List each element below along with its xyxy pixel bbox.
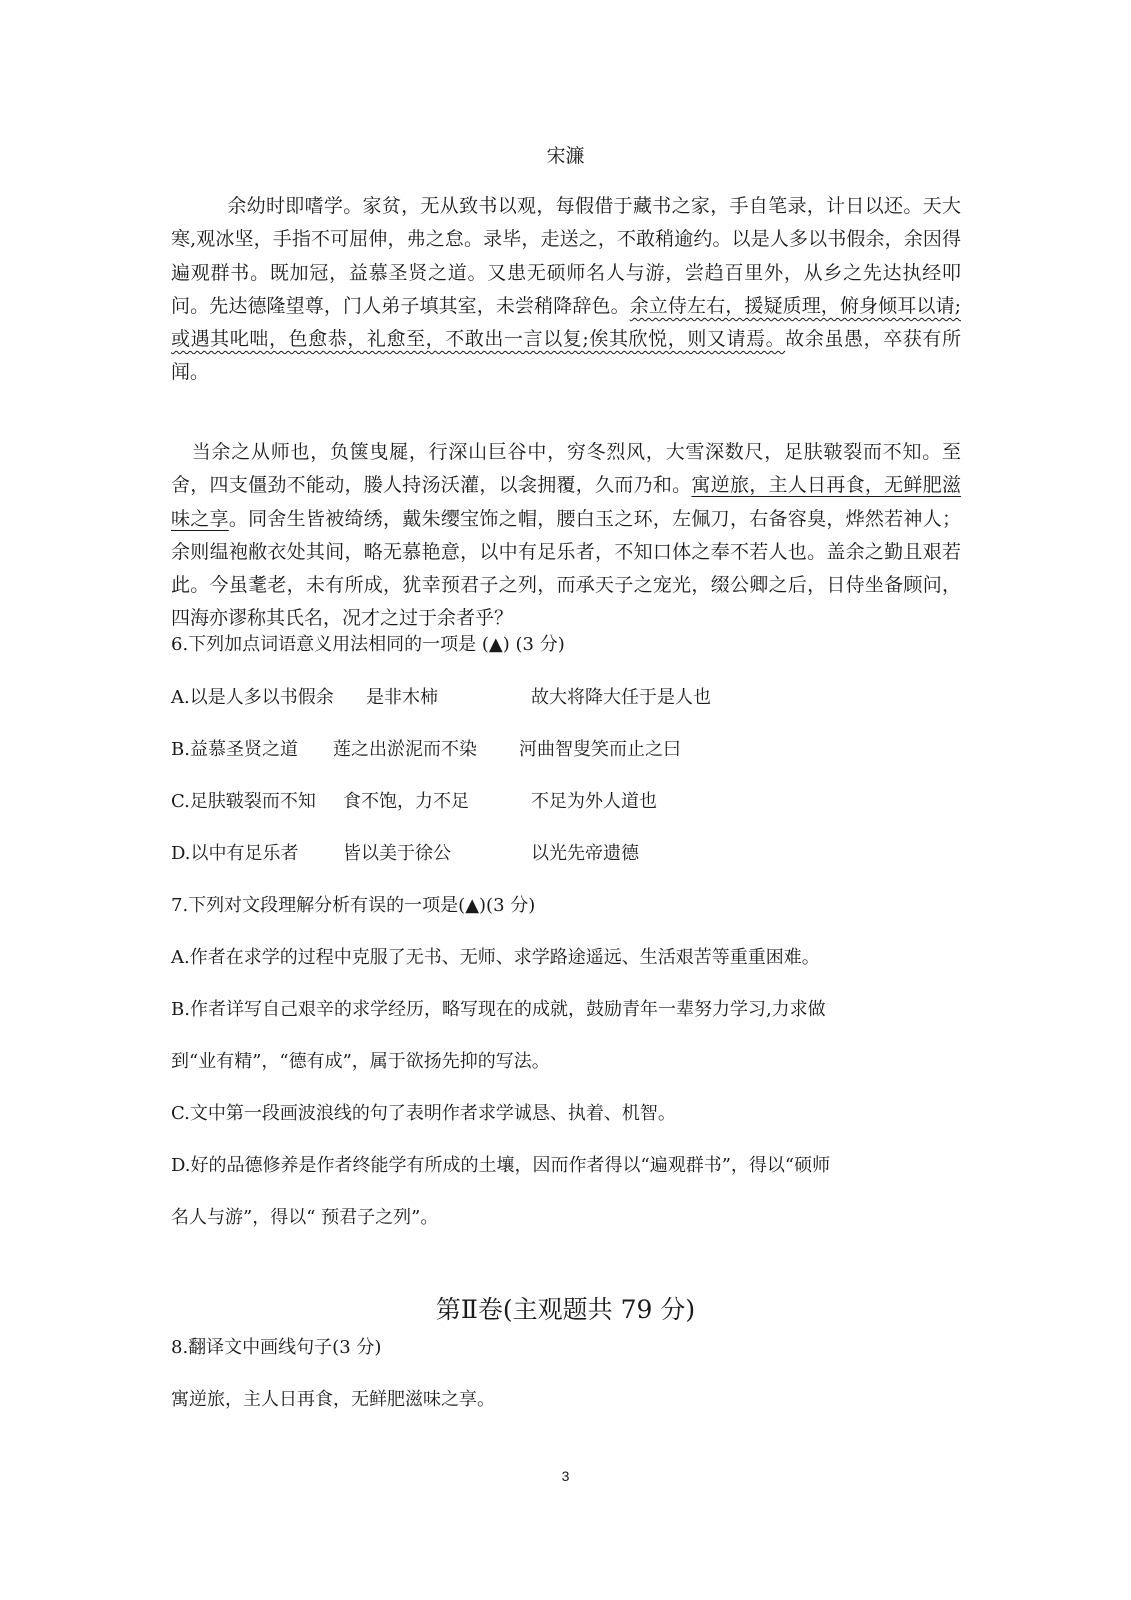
page-number: 3 [561, 1468, 570, 1484]
question-6-option-c [171, 787, 657, 813]
passage-paragraph-2 [171, 436, 961, 636]
option-c-item-2: 食不饱，力不足 [343, 791, 469, 812]
question-7-option-d-line-2: 名人与游”，得以“ 预君子之列”。 [171, 1207, 439, 1228]
paragraph-2-ending: 。同舍生皆被绮绣，戴朱缨宝饰之帽，腰白玉之环，左佩刀，右备容臭，烨然若神人；余则缊袍敝衣处其间，略无慕艳意，以中有足乐者，不知口体之奉不若人也。盖余之勤且艰若此。今虽耄老，未有所成，犹幸预君子之列，而承天子之宠光，缀公卿之后，日侍坐备顾问，四海亦谬称其氏名，况才之过于余者乎？ [171, 507, 961, 630]
question-7-stem: 7.下列对文段理解分析有误的一项是(▲)(3 分) [171, 895, 536, 916]
option-a-item-1: A.以是人多以书假余 [171, 687, 334, 708]
option-a-item-3: 故大将降大任于是人也 [531, 687, 711, 708]
option-d-item-1: D.以中有足乐者 [171, 843, 299, 864]
option-d-item-3: 以光先帝遗德 [531, 843, 639, 864]
wavy-underlined-sentence: 余立侍左右，援疑质理，俯身倾耳以请;或遇其叱咄，色愈恭，礼愈至，不敢出一言以复;俟其欣悦，则又请焉。 [171, 294, 961, 351]
question-8-stem: 8.翻译文中画线句子(3 分) [171, 1337, 382, 1358]
question-6-option-d [171, 839, 639, 865]
question-8-sentence: 寓逆旅，主人日再食，无鲜肥滋味之享。 [171, 1389, 495, 1410]
option-b-item-2: 莲之出淤泥而不染 [333, 739, 477, 760]
question-6-stem: 6.下列加点词语意义用法相同的一项是 (▲) (3 分) [171, 634, 565, 655]
option-b-item-1: B.益慕圣贤之道 [171, 739, 298, 760]
question-6-option-a [171, 683, 711, 709]
option-c-item-3: 不足为外人道也 [531, 791, 657, 812]
paragraph-1-text: 余幼时即嗜学。家贫，无从致书以观，每假借于藏书之家，手自笔录，计日以还。天大寒,观冰坚，手指不可屈伸，弗之怠。录毕，走送之，不敢稍逾约。以是人多以书假余，余因得遍观群书。既加冠，益慕圣贤之道。又患无硕师名人与游，尝趋百里外，从乡之先达执经叩问。先达德隆望尊，门人弟子填其室，未尝稍降辞色。 [171, 195, 961, 317]
passage-author: 宋濂 [546, 145, 585, 167]
question-7-option-b-line-2: 到“业有精”，“德有成”，属于欲扬先抑的写法。 [171, 1051, 550, 1072]
question-6-option-b [171, 735, 681, 761]
question-7-option-d-line-1: D.好的品德修养是作者终能学有所成的土壤，因而作者得以“遍观群书”，得以“硕师 [171, 1155, 831, 1176]
underlined-sentence: 寓逆旅，主人日再食，无鲜肥滋味之享 [171, 474, 961, 530]
paragraph-2-text: 当余之从师也，负箧曳屣，行深山巨谷中，穷冬烈风，大雪深数尺，足肤皲裂而不知。至舍，四支僵劲不能动，媵人持汤沃灌，以衾拥覆，久而乃和。 [171, 441, 961, 497]
question-7-option-b-line-1: B.作者详写自己艰辛的求学经历，略写现在的成就，鼓励青年一辈努力学习,力求做 [171, 999, 826, 1020]
option-d-item-2: 皆以美于徐公 [343, 843, 451, 864]
option-a-item-2: 是非木柿 [366, 687, 438, 708]
paragraph-1-ending: 故余虽愚，卒获有所闻。 [171, 328, 961, 384]
option-c-item-1: C.足肤皲裂而不知 [171, 791, 316, 812]
option-b-item-3: 河曲智叟笑而止之曰 [519, 739, 681, 760]
question-7-option-a: A.作者在求学的过程中克服了无书、无师、求学路途遥远、生活艰苦等重重困难。 [171, 947, 820, 968]
passage-paragraph-1 [171, 190, 961, 390]
section-title: 第Ⅱ卷(主观题共 79 分) [435, 1295, 696, 1324]
question-7-option-c: C.文中第一段画波浪线的句了表明作者求学诚恳、执着、机智。 [171, 1103, 676, 1124]
